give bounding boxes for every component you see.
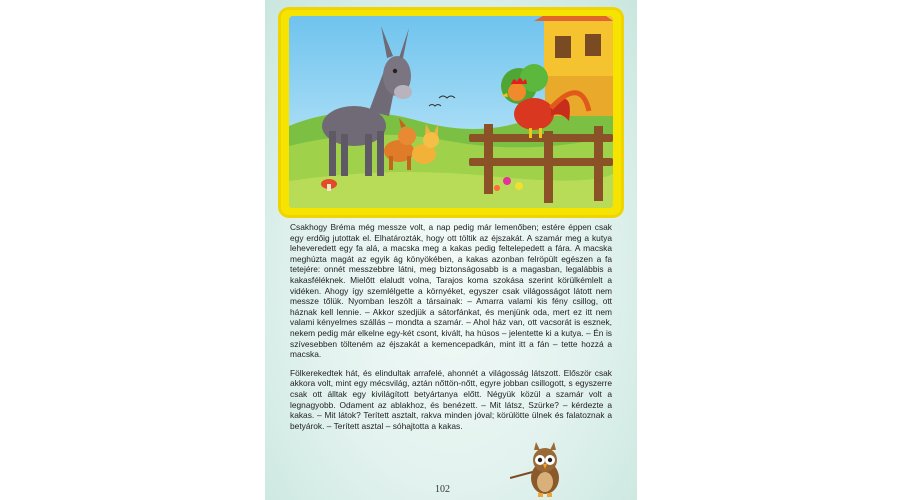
story-text [290, 222, 612, 439]
paragraph: Fölkerekedtek hát, és elindultak arrafelé, ahonnét a világosság látszott. Először csak akkora volt, mint egy mécsvilág, aztán nőttön-nőtt, egyre jobban csillogott, s egyszerre csak ott álltak egy kivilágított betyártanya előtt. Négyük közül a szamár volt a legnagyobb. Odament az ablakhoz, és benézett. – Mit látsz, Szürke? – kérdezte a kakas. – Mit látok? Terített asztalt, rakva minden jóval; körülötte ülnek és falatoznak a betyárok. – Terített asztal – sóhajtotta a kakas. [290, 367, 612, 431]
book-page [265, 0, 637, 500]
paragraph: Csakhogy Bréma még messze volt, a nap pedig már lemenőben; estére éppen csak egy erdőig jutottak el. Elhatározták, hogy ott töltik az éjszakát. A szamár meg a kutya leheveredett egy fa alá, a macska meg a kakas pedig feltelepedett a fára. A macska meghúzta magát az egyik ág könyökében, a kakas azonban felröpült egészen a fa tetejére: onnét messzebbre látni, meg biztonságosabb is a magasban, legalábbis a kakasféléknek. Mielőtt elaludt volna, Tarajos koma szokása szerint körülkémlelt a vidéken. Ahogy így szemlélgette a környéket, egyszer csak világosságot látott nem messze tőlük. Nyomban leszólt a társainak: – Amarra valami kis fény csillog, ott háznak kell lennie. – Akkor szedjük a sátorfánkat, és menjünk oda, mert ez itt nem valami kényelmes szállás – mondta a szamár. – Ahol ház van, ott vacsorát is esznek, nekem pedig már elkelne egy-két csont, kivált, ha húsos – jelentette ki a kutya. – Én is szívesebben tölteném az éjszakát a kemencepadkán, mint itt a fán – tette hozzá a macska. [290, 222, 612, 360]
house [534, 16, 613, 116]
owl-teacher-icon [510, 440, 580, 500]
farm-animals-illustration [289, 16, 613, 208]
page-number: 102 [435, 484, 450, 495]
illustration-frame [281, 10, 621, 215]
